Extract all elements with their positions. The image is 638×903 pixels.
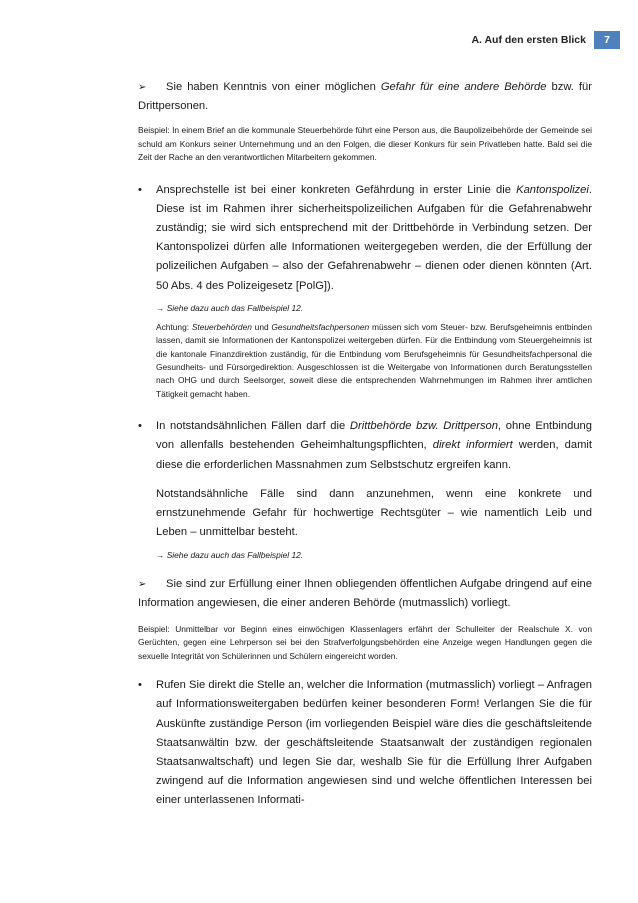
bullet-item-3 <box>138 676 592 810</box>
bullet-icon: • <box>138 420 142 433</box>
example-paragraph-1: Beispiel: In einem Brief an die kommunale Steuerbehörde führt eine Person aus, die Baupolizeibehörde der Gemeinde sei schuld am Konkurs seiner Unternehmung und an den Folgen, die dieser Konkurs für sein Privatleben hatte. Bald sei die Zeit der Rache an den verantwortlichen Mitarbeitern gekommen. <box>138 125 592 163</box>
arrow-bullet-icon: ➢ <box>138 82 147 93</box>
page-number: 7 <box>594 31 620 49</box>
bullet-item-1 <box>138 181 592 402</box>
bullet-text-3: Rufen Sie direkt die Stelle an, welcher die Information (mutmasslich) vorliegt – Anfragen auf Informationsweitergaben bedürfen keiner besonderen Form! Verlangen Sie die für Auskünfte zuständige Person (im vorliegenden Beispiel wäre dies die geschäftsleitende Staatsanwältin bzw. der geschäftsleitende Staatsanwalt der zuständigen regionalen Staatsanwaltschaft) und legen Sie dar, weshalb Sie für die Erfüllung Ihrer Aufgaben zwingend auf die Information angewiesen sind und welche öffentlichen Interessen bei einer unterlassenen Informati- <box>156 679 592 807</box>
reference-note-1: → Siehe dazu auch das Fallbeispiel 12. <box>156 302 304 313</box>
arrow-bullet-icon: ➢ <box>138 578 147 590</box>
bullet-text-2: In notstandsähnlichen Fällen darf die Drittbehörde bzw. Drittperson, ohne Entbindung von allenfalls bestehenden Geheimhaltungspflichten, direkt informiert werden, damit diese die erforderlichen Massnahmen zum Selbstschutz ergreifen kann. <box>156 420 593 471</box>
arrow-paragraph-1: ➢ Sie haben Kenntnis von einer möglichen Gefahr für eine andere Behörde bzw. für Drittpersonen. <box>138 78 592 116</box>
arrow-paragraph-2: ➢ Sie sind zur Erfüllung einer Ihnen obliegenden öffentlichen Aufgabe dringend auf eine Information angewiesen, die einer anderen Behörde (mutmasslich) vorliegt. <box>138 575 592 613</box>
bullet-item-2 <box>138 417 592 561</box>
reference-note-2: → Siehe dazu auch das Fallbeispiel 12. <box>156 549 304 560</box>
bullet-icon: • <box>138 183 142 196</box>
bullet-text-2-paragraph-2: Notstandsähnliche Fälle sind dann anzunehmen, wenn eine konkrete und ernstzunehmende Gefahr für hochwertige Rechtsgüter – wie namentlich Leib und Leben – unmittelbar besteht. <box>156 487 592 539</box>
header-title: A. Auf den ersten Blick <box>471 34 586 46</box>
caution-note: Achtung: Steuerbehörden und Gesundheitsfachpersonen müssen sich vom Steuer- bzw. Berufsgeheimnis entbinden lassen, damit sie Informationen der Kantonspolizei weitergeben dürfen. Für die Entbindung vom Steuergeheimnis ist die kantonale Finanzdirektion zuständig, für die Entbindung vom Berufsgeheimnis für Gesundheitsfachpersonal die Gesundheits- und Fürsorgedirektion. Ausgeschlossen ist die Weitergabe von Informationen durch Beratungsstellen nach OHG und durch Seelsorger, soweit diese die entsprechenden Wahrnehmungen im Rahmen ihrer amtlichen Tätigkeit gemacht haben. <box>156 321 592 399</box>
example-paragraph-2: Beispiel: Unmittelbar vor Beginn eines einwöchigen Klassenlagers erfährt der Schulleiter der Realschule X. von Gerüchten, gegen eine Lehrperson sei bei den Strafverfolgungsbehörden eine Anzeige wegen Handlungen gegen die sexuelle Integrität von Schülerinnen und Schülern eingereicht worden. <box>138 623 592 661</box>
bullet-text-1: Ansprechstelle ist bei einer konkreten Gefährdung in erster Linie die Kantonspolizei. Diese ist im Rahmen ihrer sicherheitspolizeilichen Aufgaben für die Gefahrenabwehr zuständig; sie wird sich entsprechend mit der Drittbehörde in Verbindung setzen. Der Kantonspolizei dürfen alle Informationen weitergegeben werden, die der Erfüllung der polizeilichen Aufgaben – also der Gefahrenabwehr – dienen oder dienen könnten (Art. 50 Abs. 4 des Polizeigesetz [PolG]). <box>156 183 592 292</box>
bullet-icon: • <box>138 679 142 692</box>
page-content <box>138 78 592 811</box>
page-header <box>471 30 620 50</box>
